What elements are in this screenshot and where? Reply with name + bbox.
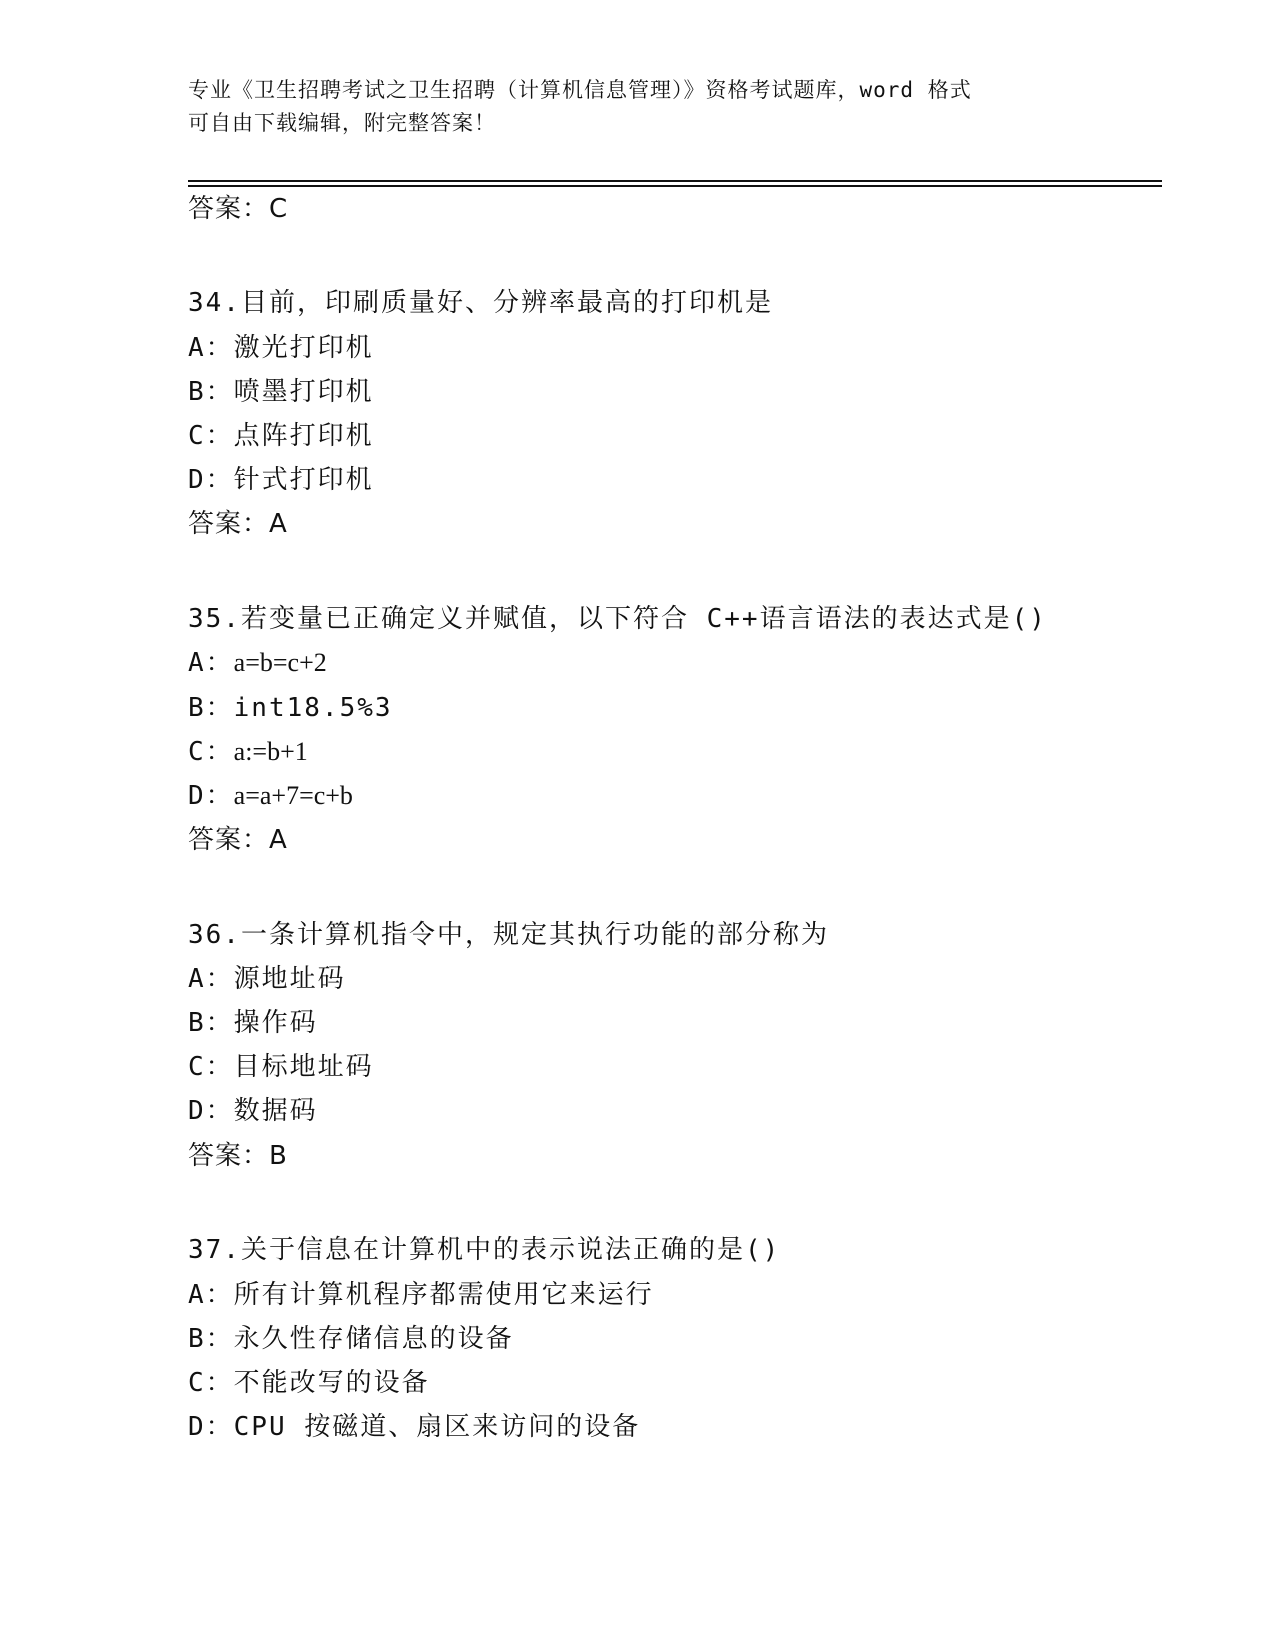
option-label: B： — [188, 1008, 234, 1038]
option-label: C： — [188, 1368, 234, 1398]
previous-answer: 答案：C — [188, 194, 289, 224]
option-text: 数据码 — [233, 1096, 318, 1126]
option-text: 目标地址码 — [233, 1052, 374, 1082]
question-36-option-b — [188, 1006, 318, 1040]
option-text: 针式打印机 — [233, 465, 374, 495]
question-37-option-b — [188, 1322, 514, 1356]
question-37-option-d — [188, 1410, 640, 1444]
question-37-option-a — [188, 1278, 654, 1312]
option-label: A： — [188, 333, 234, 363]
option-text: int18.5%3 — [233, 693, 393, 723]
header-line-2: 可自由下载编辑，附完整答案！ — [188, 111, 496, 135]
header-divider-bottom — [188, 185, 1162, 187]
option-label: D： — [188, 781, 234, 811]
question-34-option-a — [188, 331, 374, 365]
question-35-option-b — [188, 691, 393, 725]
question-35-option-d — [188, 779, 353, 813]
option-text: 源地址码 — [233, 964, 346, 994]
question-34-option-b — [188, 375, 374, 409]
option-text: 激光打印机 — [233, 333, 374, 363]
option-label: C： — [188, 1052, 234, 1082]
question-36-stem: 36.一条计算机指令中，规定其执行功能的部分称为 — [188, 920, 829, 950]
option-text: a=b=c+2 — [233, 648, 327, 677]
option-label: A： — [188, 1280, 234, 1310]
option-label: D： — [188, 1096, 234, 1126]
option-text: CPU 按磁道、扇区来访问的设备 — [233, 1412, 641, 1442]
option-text: 不能改写的设备 — [233, 1368, 430, 1398]
question-34-stem: 34.目前，印刷质量好、分辨率最高的打印机是 — [188, 288, 773, 318]
question-34-answer: 答案：A — [188, 509, 288, 539]
question-36-option-c — [188, 1050, 374, 1084]
option-label: C： — [188, 737, 234, 767]
question-35-answer: 答案：A — [188, 825, 288, 855]
question-34-option-c — [188, 419, 374, 453]
option-label: A： — [188, 648, 234, 678]
option-label: A： — [188, 964, 234, 994]
question-35-stem: 35.若变量已正确定义并赋值，以下符合 C++语言语法的表达式是() — [188, 604, 1047, 634]
question-36-option-d — [188, 1094, 318, 1128]
option-text: 喷墨打印机 — [233, 377, 374, 407]
question-35-option-c — [188, 735, 308, 769]
option-label: D： — [188, 1412, 234, 1442]
question-36-option-a — [188, 962, 346, 996]
option-label: B： — [188, 693, 234, 723]
option-label: B： — [188, 377, 234, 407]
option-label: B： — [188, 1324, 234, 1354]
question-35-option-a — [188, 646, 327, 680]
option-text: 所有计算机程序都需使用它来运行 — [233, 1280, 654, 1310]
option-text: a:=b+1 — [233, 737, 308, 766]
question-37-stem: 37.关于信息在计算机中的表示说法正确的是() — [188, 1235, 781, 1265]
question-34-option-d — [188, 463, 374, 497]
document-header — [188, 74, 1088, 140]
option-text: 操作码 — [233, 1008, 318, 1038]
option-label: C： — [188, 421, 234, 451]
header-divider-top — [188, 180, 1162, 182]
header-line-1: 专业《卫生招聘考试之卫生招聘（计算机信息管理）》资格考试题库，word 格式 — [188, 78, 972, 102]
question-37-option-c — [188, 1366, 430, 1400]
option-text: 永久性存储信息的设备 — [233, 1324, 514, 1354]
option-text: a=a+7=c+b — [233, 781, 353, 810]
option-text: 点阵打印机 — [233, 421, 374, 451]
question-36-answer: 答案：B — [188, 1141, 288, 1171]
option-label: D： — [188, 465, 234, 495]
